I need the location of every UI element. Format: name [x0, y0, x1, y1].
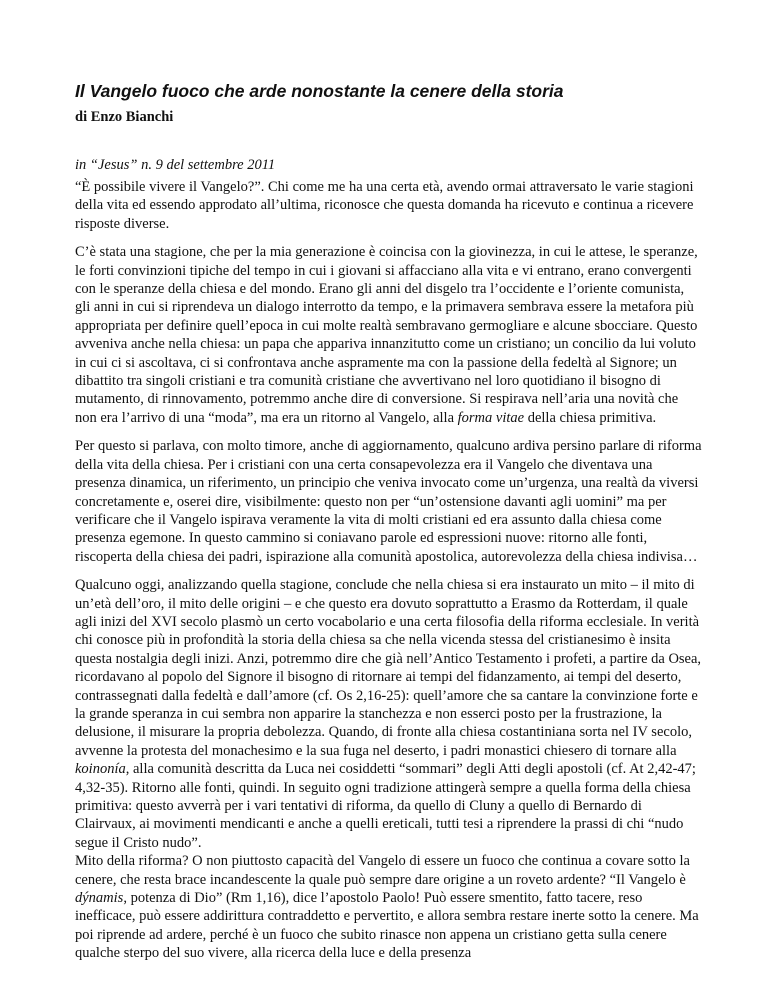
- document-page: [75, 80, 703, 973]
- paragraph-3: [75, 437, 703, 566]
- paragraph-5-text-b: , potenza di Dio” (Rm 1,16), dice l’apostolo Paolo! Può essere smentito, fatto tacere, reso inefficace, può essere addirittura contraddetto e pervertito, e allora sembra restare inerte sotto la cenere. Ma poi riprende ad ardere, perché è un fuoco che subito rinasce non appena un cristiano getta sulla cenere qualche sterpo del suo vivere, alla ricerca della luce e della presenza: [75, 890, 699, 962]
- paragraph-1-text: “È possibile vivere il Vangelo?”. Chi come me ha una certa età, avendo ormai attraversato le varie stagioni della vita ed essendo approdato all’ultima, riconosce che questa domanda ha ricevuto e continua a ricevere risposte diverse.: [75, 179, 694, 232]
- article-title: Il Vangelo fuoco che arde nonostante la cenere della storia: [75, 81, 564, 101]
- paragraph-2-text-b: della chiesa primitiva.: [524, 409, 657, 426]
- article-author: di Enzo Bianchi: [75, 109, 174, 125]
- paragraph-4-text-b: , alla comunità descritta da Luca nei cosiddetti “sommari” degli Atti degli apostoli (cf. At 2,42-47; 4,32-35). Ritorno alle fonti, quindi. In seguito ogni tradizione attingerà sempre a quella forma della chiesa primitiva: questo avverrà per i vari tentativi di riforma, da quello di Cluny a quello di Bernardo di Clairvaux, ai movimenti mendicanti e anche a quelli ereticali, tutti tesi a riprendere la prassi di chi “nudo segue il Cristo nudo”.: [75, 761, 696, 851]
- paragraph-4-emphasis: koinonía: [75, 761, 126, 778]
- paragraph-2: [75, 243, 703, 427]
- paragraph-3-text: Per questo si parlava, con molto timore, anche di aggiornamento, qualcuno ardiva persino parlare di riforma della vita della chiesa. Per i cristiani con una certa consapevolezza era il Vangelo che diventava una presenza dinamica, un riferimento, un principio che veniva invocato come un’urgenza, una realtà da viversi concretamente e, oserei dire, visibilmente: questo non per “un’ostensione davanti agli uomini” ma per verificare che il Vangelo ispirava veramente la vita di molti cristiani ed era assunto dalla chiesa come presenza egemone. In questo cammino si coniavano parole ed espressioni nuove: ritorno alle fonti, riscoperta della chiesa dei padri, ispirazione alla comunità apostolica, autorevolezza della chiesa indivisa…: [75, 438, 702, 565]
- paragraph-4: [75, 576, 703, 852]
- paragraph-5-text-a: Mito della riforma? O non piuttosto capacità del Vangelo di essere un fuoco che continua a covare sotto la cenere, che resta brace incandescente la quale può sempre dare origine a un roveto ardente? “Il Vangelo è: [75, 853, 690, 888]
- paragraph-1: [75, 178, 703, 233]
- paragraph-5-emphasis: dýnamis: [75, 890, 124, 907]
- paragraph-5: [75, 852, 703, 962]
- paragraph-2-text-a: C’è stata una stagione, che per la mia generazione è coincisa con la giovinezza, in cui le attese, le speranze, le forti convinzioni tipiche del tempo in cui i giovani si affacciano alla vita e vi entrano, erano convergenti con le speranze della chiesa e del mondo. Erano gli anni del disgelo tra l’occidente e l’oriente comunista, gli anni in cui si riprendeva un dialogo interrotto da tempo, e la primavera sembrava essere la metafora più appropriata per definire quell’epoca in cui molte realtà sembravano germogliare e alcune sbocciare. Questo avveniva anche nella chiesa: un papa che appariva innanzitutto come un cristiano; un concilio da lui voluto in cui ci si ascoltava, ci si confrontava anche aspramente ma con la passione della fedeltà al Signore; un dibattito tra singoli cristiani e tra comunità cristiane che avvertivano nel loro quotidiano il bisogno di mutamento, di rinnovamento, potremmo anche dire di conversione. Si respirava nell’aria una novità che non era l’arrivo di una “moda”, ma era un ritorno al Vangelo, alla: [75, 244, 698, 426]
- paragraph-2-emphasis: forma vitae: [457, 409, 525, 426]
- article-source: in “Jesus” n. 9 del settembre 2011: [75, 157, 276, 173]
- paragraph-4-text-a: Qualcuno oggi, analizzando quella stagione, conclude che nella chiesa si era instaurato un mito – il mito di un’età dell’oro, il mito delle origini – e che questo era dovuto soprattutto a Erasmo da Rotterdam, il quale agli inizi del XVI secolo plasmò un certo vocabolario e una certa filosofia della riforma ecclesiale. In verità chi conosce più in profondità la storia della chiesa sa che nella vicenda stessa del cristianesimo è insita questa nostalgia degli inizi. Anzi, potremmo dire che già nell’Antico Testamento i profeti, a partire da Osea, ricordavano al popolo del Signore il bisogno di ritornare ai tempi del fidanzamento, ai tempi del deserto, contrassegnati dalla fedeltà e dall’amore (cf. Os 2,16-25): quell’amore che sa cantare la convinzione forte e la grande speranza in cui sembra non apparire la stanchezza e non esserci posto per la frustrazione, la delusione, il misurare la propria debolezza. Quando, di fronte alla chiesa costantiniana sorta nel IV secolo, avvenne la protesta del monachesimo e la sua fuga nel deserto, i padri monastici chiesero di tornare alla: [75, 577, 702, 759]
